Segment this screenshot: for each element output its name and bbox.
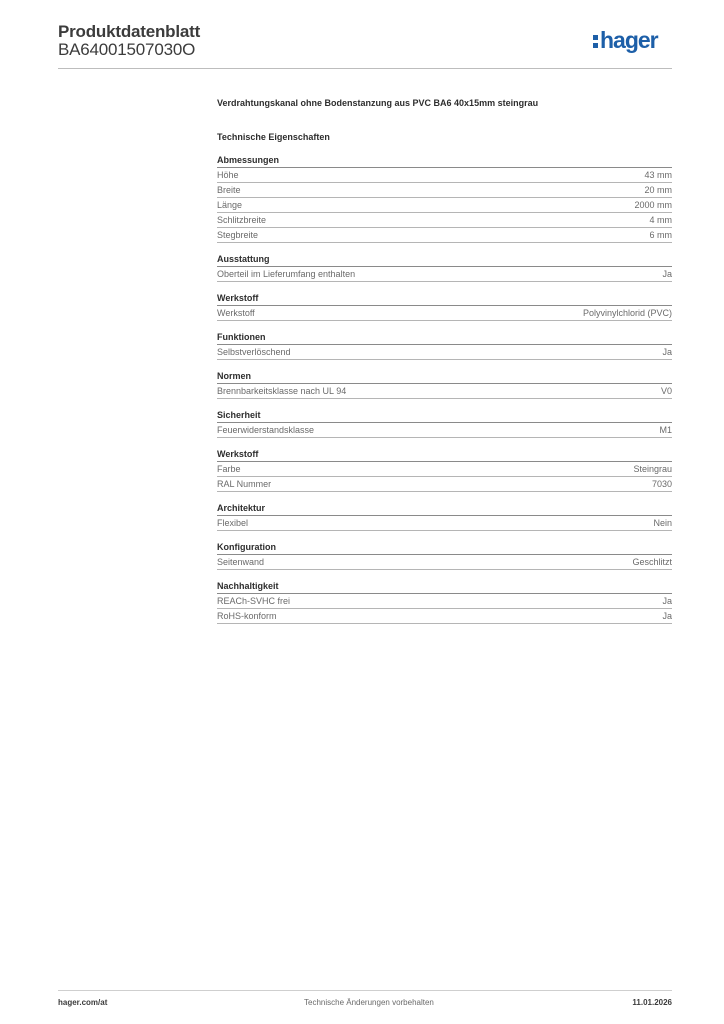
section-heading: Ausstattung	[217, 254, 672, 267]
property-row	[217, 306, 672, 321]
footer-date: 11.01.2026	[632, 998, 672, 1007]
section-heading: Nachhaltigkeit	[217, 581, 672, 594]
product-code: BA64001507030O	[58, 40, 196, 59]
property-row	[217, 228, 672, 243]
property-row	[217, 423, 672, 438]
properties-sections	[217, 155, 672, 624]
product-title: Verdrahtungskanal ohne Bodenstanzung aus PVC BA6 40x15mm steingrau	[217, 98, 539, 108]
section-heading: Konfiguration	[217, 542, 672, 555]
property-row	[217, 198, 672, 213]
property-value: Polyvinylchlorid (PVC)	[582, 308, 672, 318]
property-row	[217, 609, 672, 624]
property-value: Ja	[662, 611, 672, 621]
logo-dot-bottom	[593, 43, 598, 48]
footer-notice: Technische Änderungen vorbehalten	[304, 998, 434, 1007]
technical-properties-heading: Technische Eigenschaften	[217, 132, 330, 142]
header-divider	[58, 68, 672, 69]
property-value: Ja	[662, 347, 672, 357]
property-label: Länge	[217, 200, 243, 210]
property-value: 7030	[651, 479, 672, 489]
footer-divider	[58, 990, 672, 991]
property-row	[217, 267, 672, 282]
property-row	[217, 183, 672, 198]
property-value: Ja	[662, 596, 672, 606]
property-section	[217, 542, 672, 570]
property-section	[217, 503, 672, 531]
property-row	[217, 594, 672, 609]
property-row	[217, 168, 672, 183]
datasheet-content	[217, 97, 672, 624]
property-section	[217, 293, 672, 321]
property-section	[217, 371, 672, 399]
property-row	[217, 345, 672, 360]
section-heading: Sicherheit	[217, 410, 672, 423]
property-row	[217, 477, 672, 492]
property-label: Werkstoff	[217, 308, 255, 318]
property-section	[217, 332, 672, 360]
property-row	[217, 213, 672, 228]
section-heading: Abmessungen	[217, 155, 672, 168]
property-value: 43 mm	[644, 170, 672, 180]
property-section	[217, 449, 672, 492]
property-label: Feuerwiderstandsklasse	[217, 425, 315, 435]
property-value: 2000 mm	[634, 200, 672, 210]
property-label: Oberteil im Lieferumfang enthalten	[217, 269, 356, 279]
hager-logo	[592, 26, 676, 58]
property-section	[217, 410, 672, 438]
property-section	[217, 155, 672, 243]
property-row	[217, 462, 672, 477]
property-section	[217, 581, 672, 624]
section-heading: Architektur	[217, 503, 672, 516]
property-value: 4 mm	[649, 215, 672, 225]
property-label: Selbstverlöschend	[217, 347, 291, 357]
property-label: REACh-SVHC frei	[217, 596, 291, 606]
section-heading: Normen	[217, 371, 672, 384]
property-label: Seitenwand	[217, 557, 265, 567]
property-value: 6 mm	[649, 230, 672, 240]
property-value: Nein	[653, 518, 672, 528]
property-label: Schlitzbreite	[217, 215, 267, 225]
section-heading: Werkstoff	[217, 449, 672, 462]
section-heading: Werkstoff	[217, 293, 672, 306]
property-value: Steingrau	[633, 464, 672, 474]
logo-wordmark: hager	[600, 27, 658, 53]
logo-dot-top	[593, 35, 598, 40]
property-value: 20 mm	[644, 185, 672, 195]
property-label: Flexibel	[217, 518, 249, 528]
property-label: Farbe	[217, 464, 241, 474]
property-value: M1	[659, 425, 672, 435]
property-row	[217, 516, 672, 531]
footer-website: hager.com/at	[58, 998, 108, 1007]
property-label: RoHS-konform	[217, 611, 277, 621]
document-title: Produktdatenblatt	[58, 22, 201, 41]
property-section	[217, 254, 672, 282]
property-label: Brennbarkeitsklasse nach UL 94	[217, 386, 347, 396]
property-label: Höhe	[217, 170, 239, 180]
property-row	[217, 555, 672, 570]
property-value: Ja	[662, 269, 672, 279]
property-label: Stegbreite	[217, 230, 259, 240]
section-heading: Funktionen	[217, 332, 672, 345]
property-label: Breite	[217, 185, 241, 195]
property-row	[217, 384, 672, 399]
property-label: RAL Nummer	[217, 479, 272, 489]
property-value: V0	[660, 386, 672, 396]
property-value: Geschlitzt	[632, 557, 672, 567]
